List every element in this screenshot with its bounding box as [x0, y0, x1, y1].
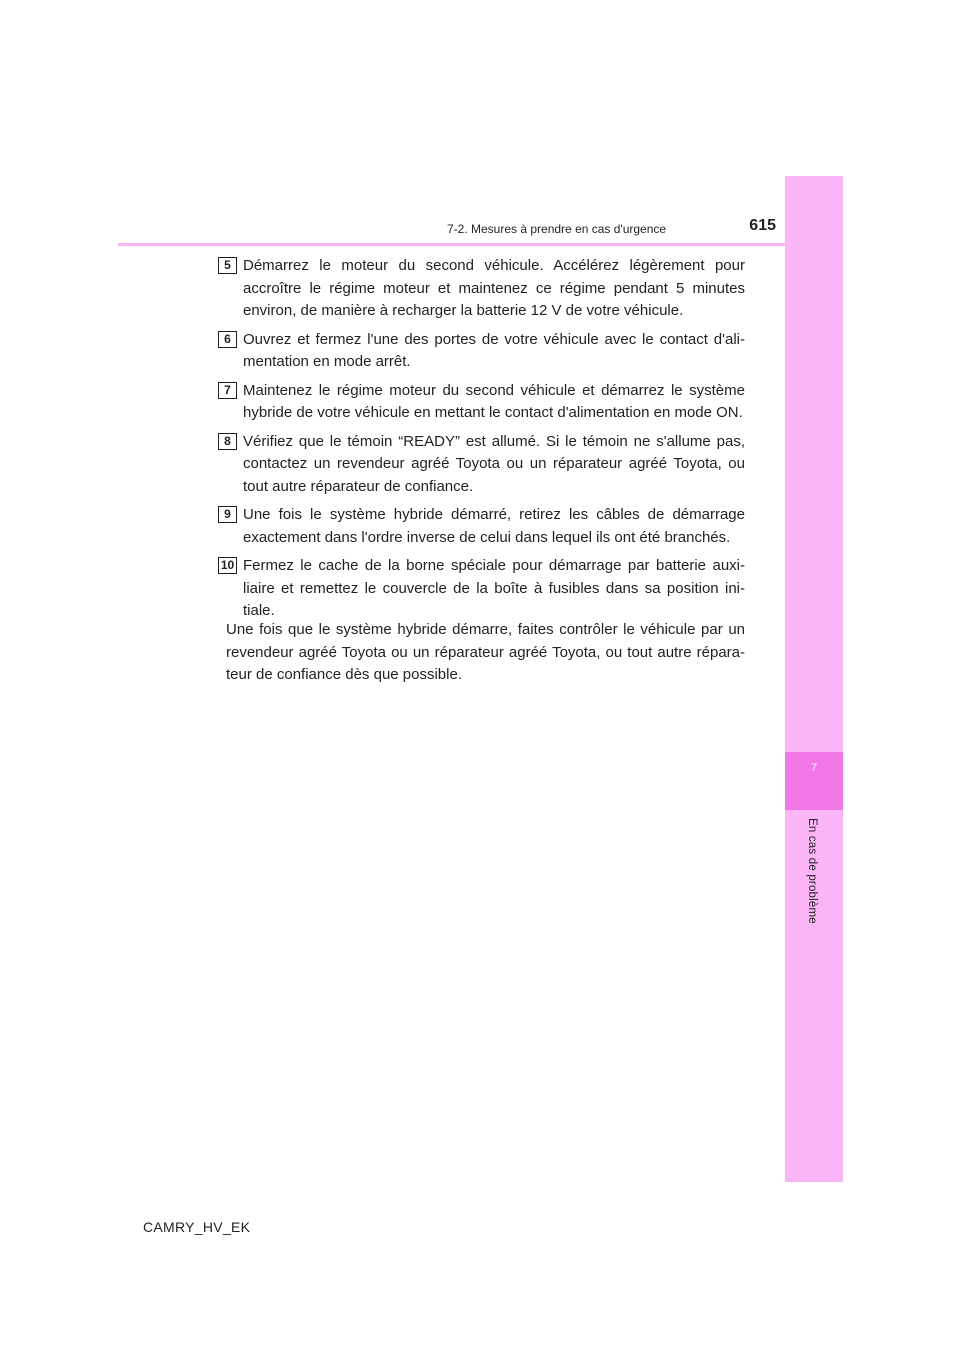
chapter-tab-marker	[785, 752, 843, 810]
chapter-name: En cas de problème	[806, 818, 818, 924]
step-number-badge: 10	[218, 557, 237, 574]
step-number-badge: 7	[218, 382, 237, 399]
chapter-number: 7	[810, 762, 818, 774]
step-number-badge: 5	[218, 257, 237, 274]
step-text: Maintenez le régime moteur du second véhicule et démarrez le système hybride de votre véhicule en mettant le contact d'alimentation en mode ON.	[243, 381, 745, 421]
step-text: Vérifiez que le témoin “READY” est allumé. Si le témoin ne s'allume pas, contactez un revendeur agréé Toyota ou un réparateur agréé Toyota, ou tout autre réparateur de confiance.	[243, 432, 745, 495]
step-8	[218, 431, 745, 499]
step-text: Démarrez le moteur du second véhicule. Accélérez légèrement pour accroître le régime moteur et maintenez ce régime pendant 5 minutes environ, de manière à recharger la batterie 12 V de votre véhicule.	[243, 257, 745, 319]
step-10	[218, 555, 745, 623]
step-9	[218, 504, 745, 549]
closing-note: Une fois que le système hybride démarre, faites contrôler le véhicule par un revendeur agréé Toyota ou un réparateur agréé Toyota, ou tout autre répara-teur de confiance dès que possible.	[226, 621, 745, 683]
step-6	[218, 329, 745, 374]
chapter-side-tab	[785, 176, 843, 1182]
step-text: Une fois le système hybride démarré, retirez les câbles de démarrage exactement dans l'ordre inverse de celui dans lequel ils ont été branchés.	[243, 506, 745, 546]
steps-list	[218, 255, 745, 629]
step-text: Ouvrez et fermez l'une des portes de votre véhicule avec le contact d'ali-mentation en mode arrêt.	[243, 330, 745, 370]
step-number-badge: 9	[218, 506, 237, 523]
step-5	[218, 255, 745, 323]
page-number: 615	[749, 217, 776, 234]
step-number-badge: 6	[218, 331, 237, 348]
step-text: Fermez le cache de la borne spéciale pour démarrage par batterie auxi-liaire et remettez le couvercle de la boîte à fusibles dans sa position ini-tiale.	[243, 557, 745, 619]
header-rule	[118, 243, 843, 246]
step-number-badge: 8	[218, 433, 237, 450]
document-code: CAMRY_HV_EK	[143, 1219, 251, 1235]
step-7	[218, 380, 745, 425]
section-title: 7-2. Mesures à prendre en cas d'urgence	[447, 222, 667, 236]
